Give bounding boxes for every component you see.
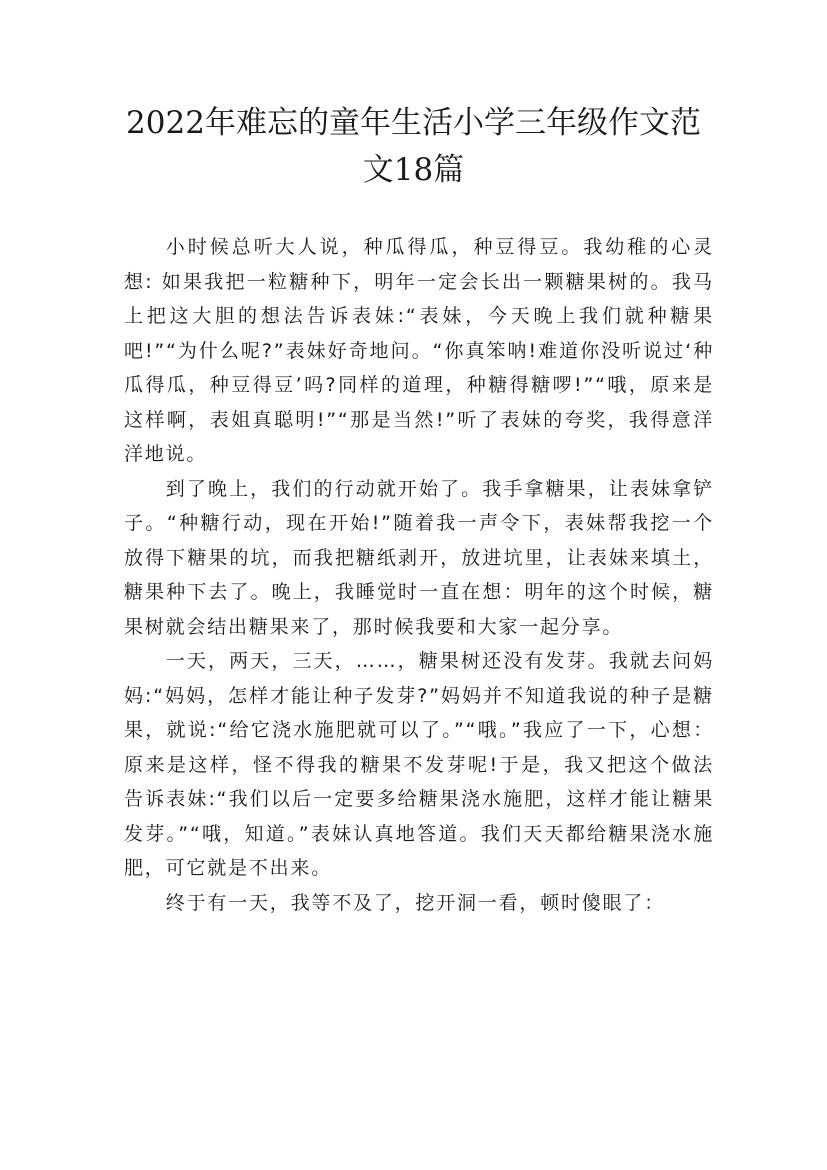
title-line-1: 2022年难忘的童年生活小学三年级作文范: [126, 105, 701, 141]
paragraph-2: 到了晚上，我们的行动就开始了。我手拿糖果，让表妹拿铲子。“种糖行动，现在开始!”随着我一声令下，表妹帮我挖一个放得下糖果的坑，而我把糖纸剥开，放进坑里，让表妹来填土，糖果种下去了。晚上，我睡觉时一直在想：明年的这个时候，糖果树就会结出糖果来了，那时候我要和大家一起分享。: [124, 477, 714, 638]
title-line-2: 文18篇: [362, 152, 465, 188]
document-body: [124, 230, 714, 920]
paragraph-4: 终于有一天，我等不及了，挖开洞一看，顿时傻眼了：: [165, 891, 665, 914]
paragraph-3: 一天，两天，三天，……，糖果树还没有发芽。我就去问妈妈:“妈妈，怎样才能让种子发芽?”妈妈并不知道我说的种子是糖果，就说:“给它浇水施肥就可以了。”“哦。”我应了一下，心想：原来是这样，怪不得我的糖果不发芽呢!于是，我又把这个做法告诉表妹:“我们以后一定要多给糖果浇水施肥，这样才能让糖果发芽。”“哦，知道。”表妹认真地答道。我们天天都给糖果浇水施肥，可它就是不出来。: [124, 650, 714, 879]
paragraph-1: 小时候总听大人说，种瓜得瓜，种豆得豆。我幼稚的心灵想: 如果我把一粒糖种下，明年一定会长出一颗糖果树的。我马上把这大胆的想法告诉表妹:“表妹，今天晚上我们就种糖果吧!”“为什么呢?”表妹好奇地问。“你真笨呐!难道你没听说过‘种瓜得瓜，种豆得豆’吗?同样的道理，种糖得糖啰!”“哦，原来是这样啊，表姐真聪明!”“那是当然!”听了表妹的夸奖，我得意洋洋地说。: [124, 236, 714, 465]
document-title: [100, 100, 727, 194]
